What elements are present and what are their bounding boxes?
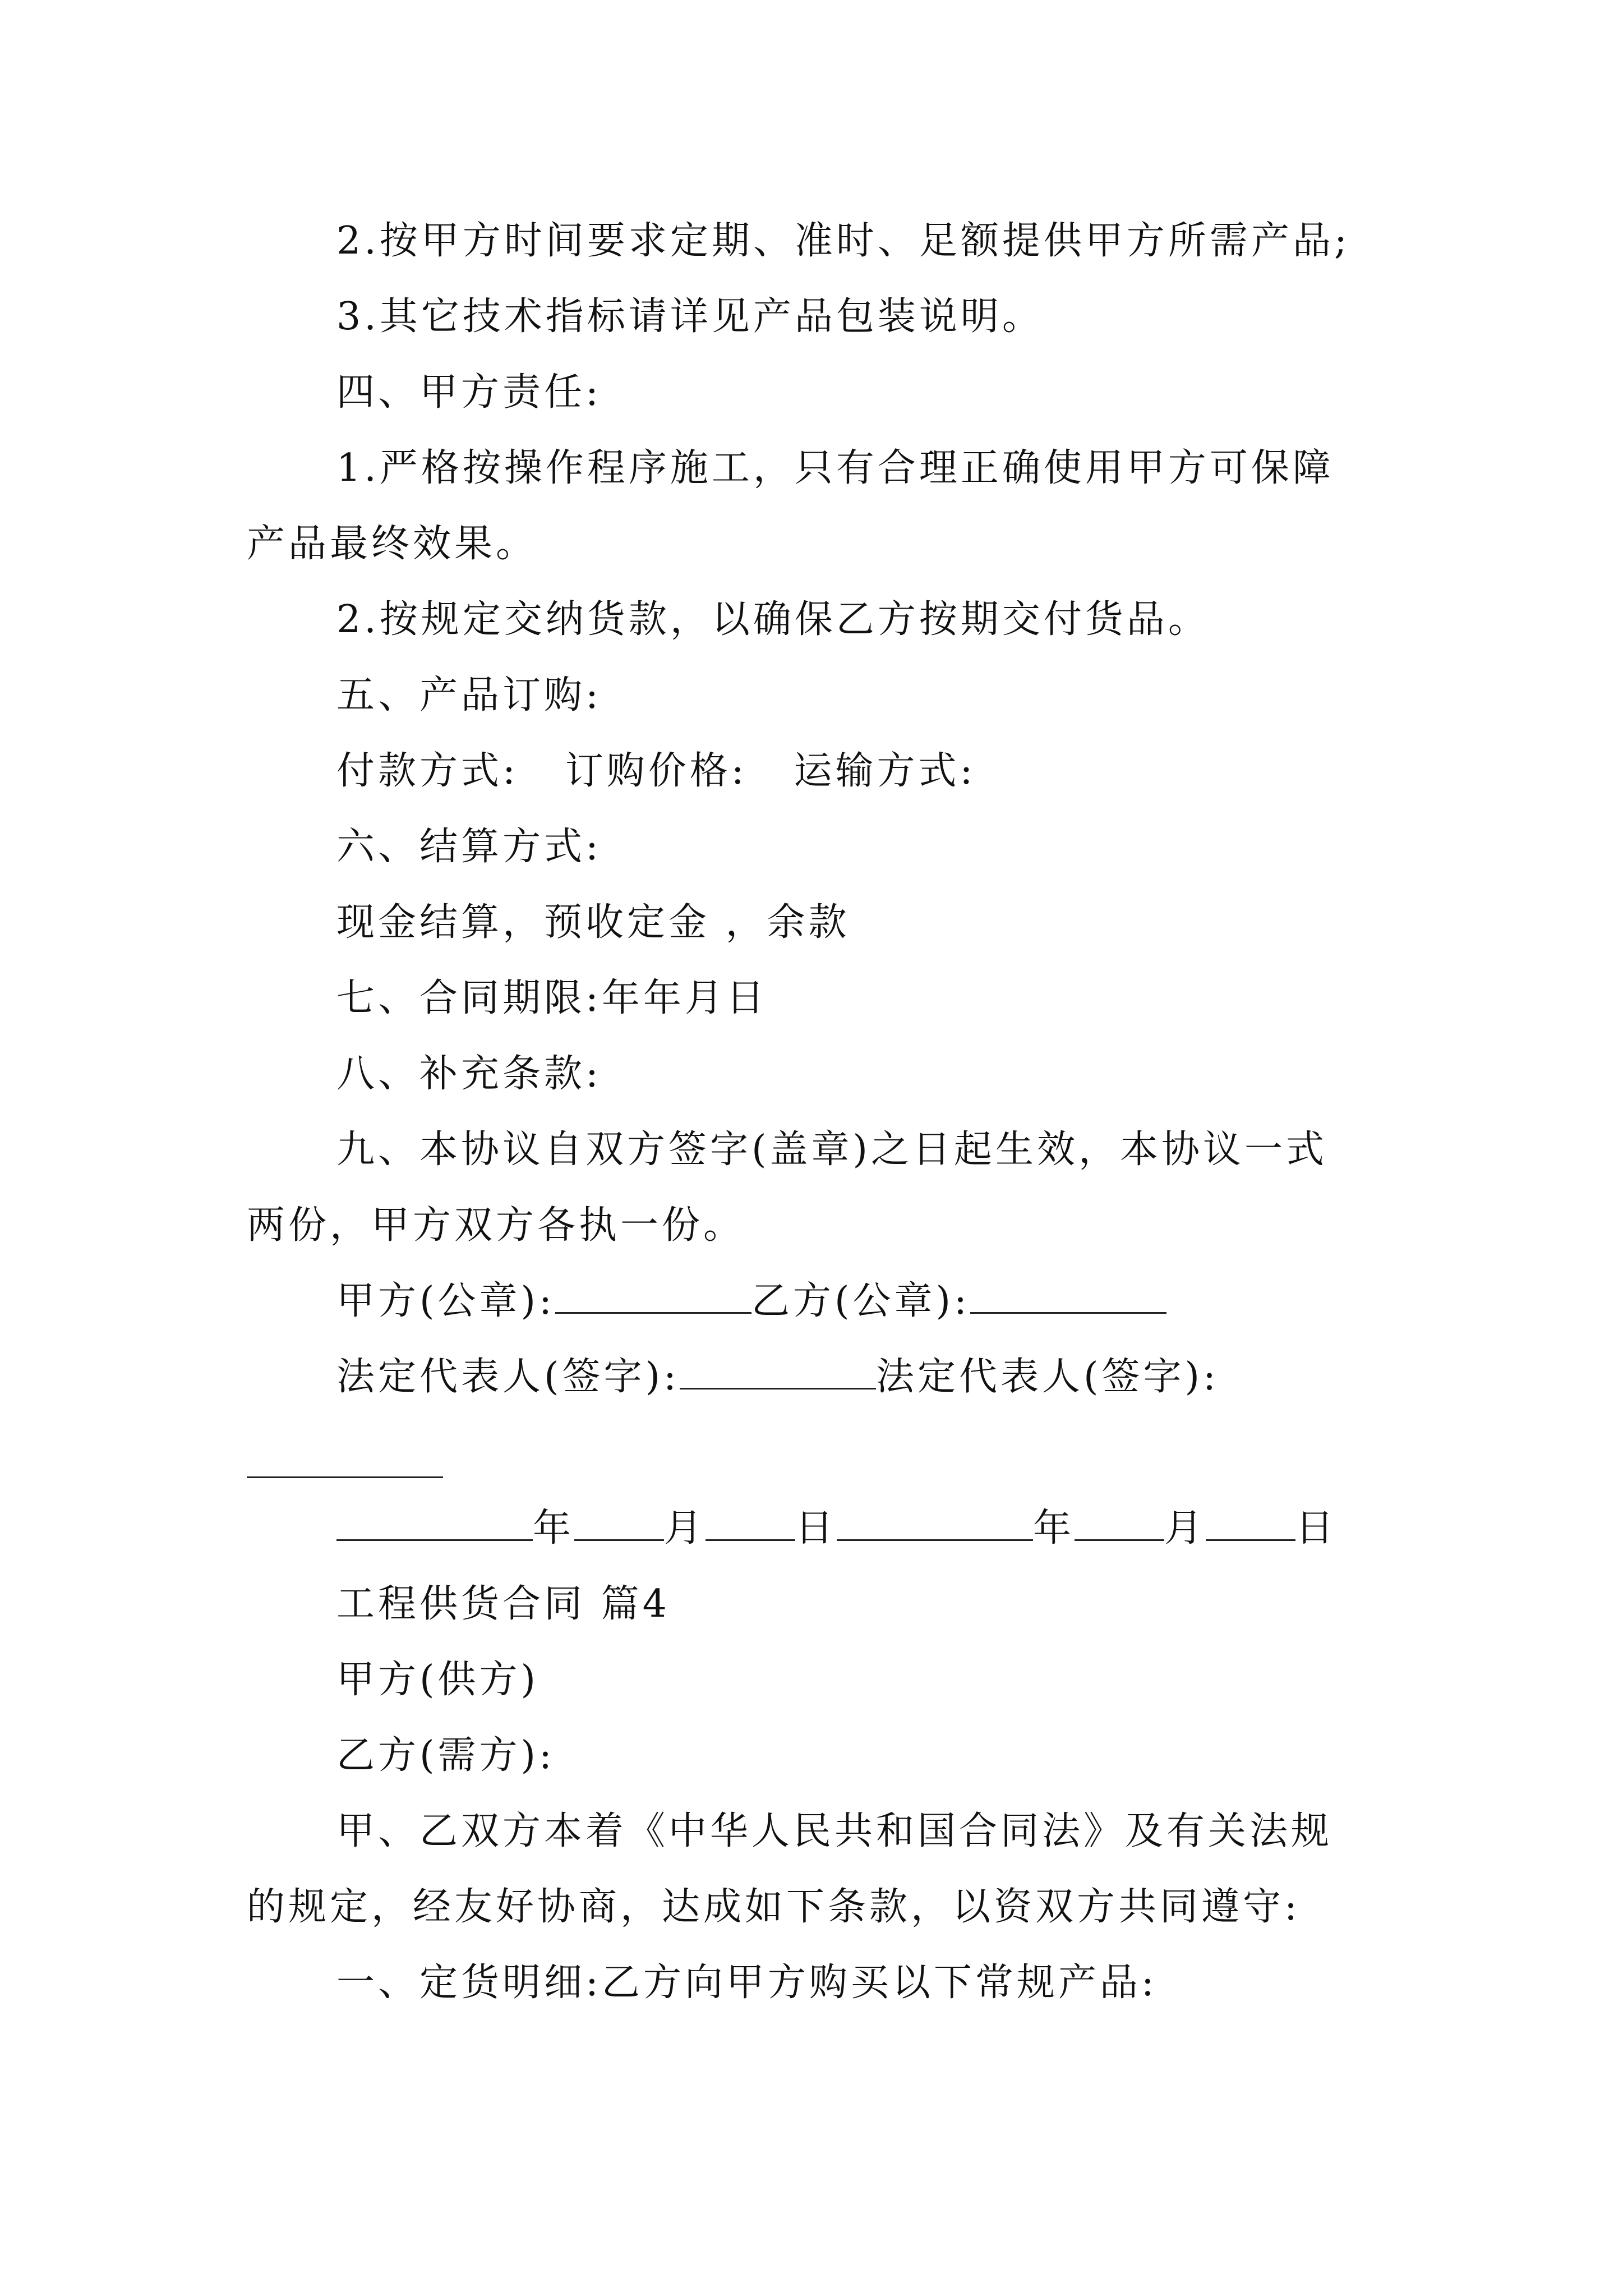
preamble-line-cont: 的规定，经友好协商，达成如下条款，以资双方共同遵守: xyxy=(247,1885,1301,1929)
signature-date-row xyxy=(336,1501,1481,1557)
contract-title-part4: 工程供货合同 篇4 xyxy=(336,1582,670,1626)
clause-line-operation-procedure-cont: 产品最终效果。 xyxy=(247,522,538,566)
clause-line-effective-date: 九、本协议自双方签字(盖章)之日起生效，本协议一式 xyxy=(336,1128,1328,1172)
date-a-month-label: 月 xyxy=(664,1506,706,1550)
party-b-seal-label: 乙方(公章): xyxy=(751,1279,970,1323)
settlement-terms-line: 现金结算，预收定金 ，余款 xyxy=(336,900,850,945)
order-terms-line: 付款方式: 订购价格: 运输方式: xyxy=(336,749,976,793)
section-heading-supplementary: 八、补充条款: xyxy=(336,1052,602,1096)
date-b-month-blank[interactable] xyxy=(1075,1506,1164,1541)
date-b-year-label: 年 xyxy=(1033,1506,1075,1550)
date-b-year-blank[interactable] xyxy=(837,1506,1033,1541)
section-heading-settlement: 六、结算方式: xyxy=(336,825,602,869)
party-b-representative-label: 法定代表人(签字): xyxy=(875,1355,1219,1399)
date-a-year-blank[interactable] xyxy=(336,1506,533,1541)
party-b-buyer-line: 乙方(需方): xyxy=(336,1733,555,1778)
party-a-seal-blank[interactable] xyxy=(555,1278,751,1314)
clause-line-operation-procedure: 1.严格按操作程序施工，只有合理正确使用甲方可保障 xyxy=(336,446,1334,490)
section-heading-contract-term: 七、合同期限:年年月日 xyxy=(336,976,768,1020)
signature-row-seals xyxy=(336,1273,1481,1329)
party-a-representative-blank[interactable] xyxy=(680,1354,876,1389)
party-a-supplier-line: 甲方(供方) xyxy=(336,1658,540,1702)
section-heading-product-order: 五、产品订购: xyxy=(336,673,602,717)
party-b-seal-blank[interactable] xyxy=(970,1278,1166,1314)
date-b-month-label: 月 xyxy=(1164,1506,1206,1550)
date-a-month-blank[interactable] xyxy=(574,1506,664,1541)
party-a-representative-label: 法定代表人(签字): xyxy=(336,1355,680,1399)
date-a-day-blank[interactable] xyxy=(706,1506,795,1541)
section-heading-order-details: 一、定货明细:乙方向甲方购买以下常规产品: xyxy=(336,1961,1158,2005)
clause-line-effective-date-cont: 两份，甲方双方各执一份。 xyxy=(247,1203,745,1248)
date-b-day-blank[interactable] xyxy=(1206,1506,1295,1541)
signature-row-representatives xyxy=(336,1349,1481,1405)
party-b-representative-blank[interactable] xyxy=(247,1476,443,1478)
party-a-seal-label: 甲方(公章): xyxy=(336,1279,555,1323)
clause-line-payment-duty: 2.按规定交纳货款，以确保乙方按期交付货品。 xyxy=(336,597,1210,642)
preamble-line: 甲、乙双方本着《中华人民共和国合同法》及有关法规 xyxy=(336,1809,1333,1853)
date-a-year-label: 年 xyxy=(533,1506,575,1550)
clause-line-technical-specs: 3.其它技术指标请详见产品包装说明。 xyxy=(336,295,1044,339)
section-heading-party-a-duties: 四、甲方责任: xyxy=(336,370,602,415)
date-b-day-label: 日 xyxy=(1295,1506,1338,1550)
date-a-day-label: 日 xyxy=(795,1506,837,1550)
clause-line-supply-schedule: 2.按甲方时间要求定期、准时、足额提供甲方所需产品; xyxy=(336,219,1350,263)
